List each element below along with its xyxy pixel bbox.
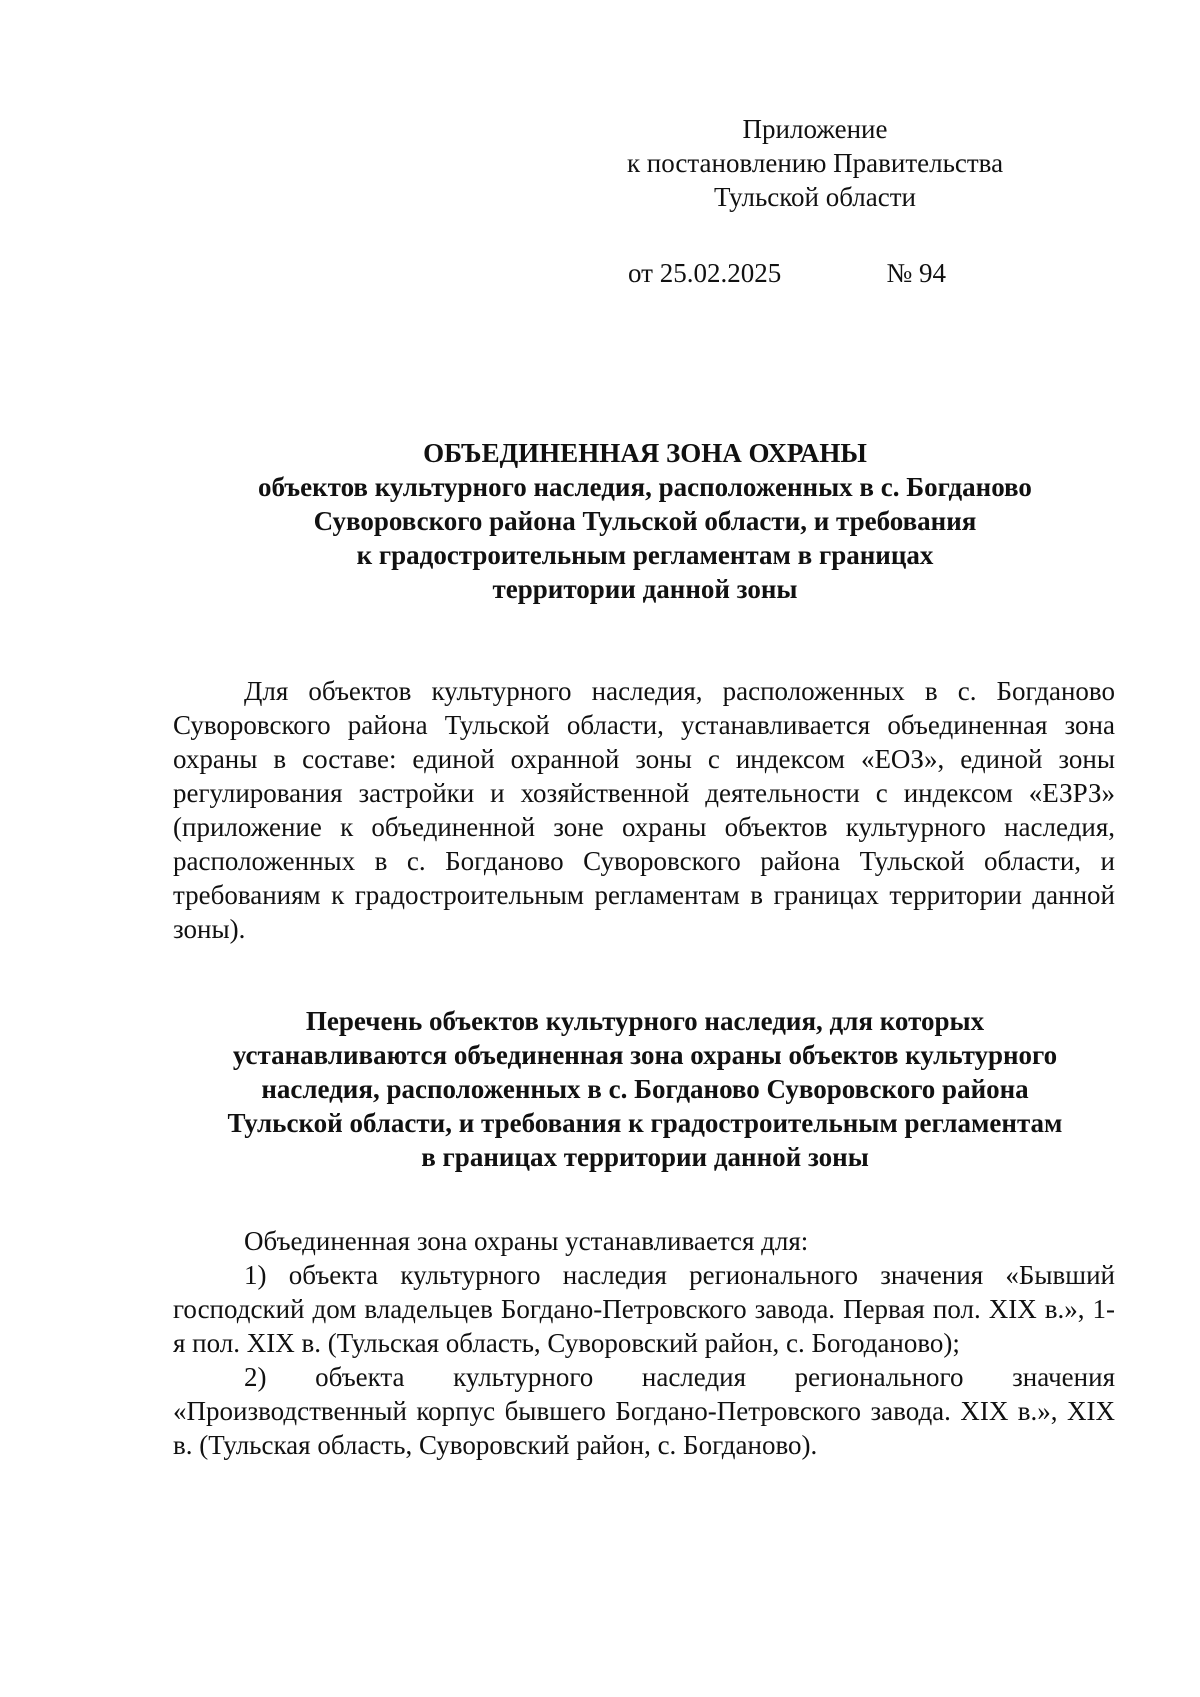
intro-section	[173, 674, 1115, 946]
title-line: к градостроительным регламентам в границах	[356, 540, 934, 570]
approval-date: от 25.02.2025	[628, 258, 782, 288]
approval-line-region: Тульской области	[714, 182, 916, 212]
title-line: территории данной зоны	[492, 574, 798, 604]
list-heading	[170, 1004, 1120, 1174]
title-line: объектов культурного наследия, расположенных в с. Богданово	[258, 472, 1032, 502]
list-intro: Объединенная зона охраны устанавливается для:	[244, 1226, 809, 1256]
approval-number: № 94	[886, 258, 946, 288]
list-heading-line: устанавливаются объединенная зона охраны объектов культурного	[232, 1040, 1058, 1070]
approval-line-resolution: к постановлению Правительства	[626, 148, 1004, 178]
approval-line-appendix: Приложение	[742, 114, 888, 144]
intro-paragraph: Для объектов культурного наследия, расположенных в с. Богданово Суворовского района Тульской области, устанавливается объединенная зона охраны в составе: единой охранной зоны с индексом «ЕОЗ», единой зоны регулирования застройки и хозяйственной деятельности с индексом «ЕЗРЗ» (приложение к объединенной зоне охраны объектов культурного наследия, расположенных в с. Богданово Суворовского района Тульской области, и требованиям к градостроительным регламентам в границах территории данной зоны).	[173, 676, 1115, 944]
list-heading-line: в границах территории данной зоны	[421, 1142, 869, 1172]
list-heading-line: Тульской области, и требования к градостроительным регламентам	[227, 1108, 1063, 1138]
approval-meta	[610, 256, 1020, 290]
list-item: 1) объекта культурного наследия регионального значения «Бывший господский дом владельцев Богдано-Петровского завода. Первая пол. XIX в.», 1-я пол. XIX в. (Тульская область, Суворовский район, с. Богоданово);	[173, 1260, 1115, 1358]
document-title	[170, 436, 1120, 606]
list-heading-line: наследия, расположенных в с. Богданово Суворовского района	[261, 1074, 1029, 1104]
objects-list	[173, 1224, 1115, 1462]
list-item: 2) объекта культурного наследия регионального значения «Производственный корпус бывшего Богдано-Петровского завода. XIX в.», XIX в. (Тульская область, Суворовский район, с. Богданово).	[173, 1362, 1115, 1460]
title-line: Суворовского района Тульской области, и требования	[313, 506, 977, 536]
approval-block	[610, 112, 1020, 290]
list-heading-line: Перечень объектов культурного наследия, для которых	[305, 1006, 985, 1036]
title-line: ОБЪЕДИНЕННАЯ ЗОНА ОХРАНЫ	[423, 438, 867, 468]
